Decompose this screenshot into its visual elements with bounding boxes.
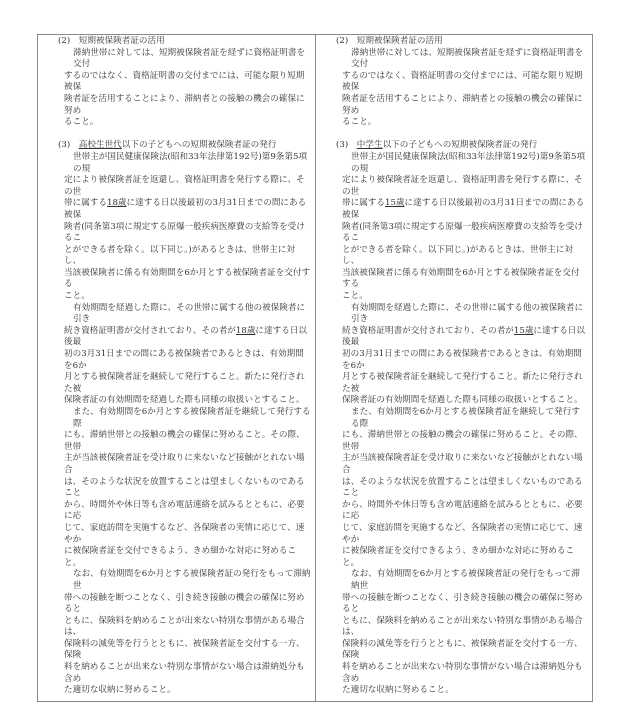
paragraph-line <box>58 639 311 662</box>
section-heading <box>336 36 588 48</box>
text-segment: 以下の子どもへの短期被保険者証の発行 <box>382 140 538 151</box>
paragraph-line <box>58 593 311 616</box>
text-segment: ること。 <box>64 117 99 128</box>
paragraph-line <box>336 268 588 291</box>
text-segment: 険者証を活用することにより、滞納者との接触の機会の確保に努め <box>342 93 583 116</box>
paragraph-line <box>58 616 311 639</box>
underlined-text: 15歳 <box>384 198 405 209</box>
text-segment: ともに、保険料を納めることが出来ない特別な事情がある場合は、 <box>342 615 583 638</box>
text-segment: なお、有効期間を6か月とする被保険者証の発行をもって滞納世 <box>73 569 311 591</box>
section-heading <box>58 36 311 48</box>
paragraph-line <box>336 48 588 71</box>
paragraph-line <box>58 94 311 117</box>
paragraph-line <box>336 71 588 94</box>
text-segment: また、有効期間を6か月とする被保険者証を継続して発行する際 <box>351 407 580 429</box>
text-segment: 有効期間を経過した際に、その世帯に属する他の被保険者に引き <box>73 302 306 325</box>
paragraph-line <box>58 430 311 453</box>
text-segment: 帯への接触を断つことなく、引き続き接触の機会の確保に努めると <box>64 592 305 615</box>
text-segment: こと。 <box>342 291 368 302</box>
text-segment: 険者(同条第3項に規定する原爆一般疾病医療費の支給等を受けるこ <box>342 221 583 244</box>
text-segment: (3) <box>336 140 357 151</box>
underlined-text: 中学生 <box>356 140 383 151</box>
text-segment: ともに、保険料を納めることが出来ない特別な事情がある場合は、 <box>64 615 305 638</box>
paragraph-line <box>58 523 311 546</box>
text-segment: 当該被保険者に係る有効期間を6か月とする被保険者証を交付する <box>64 267 311 290</box>
text-segment: 以下の子どもへの短期被保険者証の発行 <box>121 140 277 151</box>
text-segment: 主が当該被保険者証を受け取りに来ないなど接触がとれない場合 <box>64 453 305 475</box>
paragraph-line <box>58 453 311 476</box>
text-segment: 続き資格証明書が交付されており、その者が <box>342 325 514 336</box>
paragraph-line <box>336 291 588 303</box>
text-segment: 月とする被保険者証を継続して発行すること。新たに発行された被 <box>342 372 583 394</box>
comparison-table <box>37 34 593 702</box>
paragraph-line <box>58 175 311 198</box>
paragraph-line <box>336 117 588 129</box>
paragraph-line <box>58 372 311 395</box>
paragraph-line <box>336 303 588 326</box>
text-segment: 保険料の減免等を行うとともに、被保険者証を交付する一方、保険 <box>64 638 305 661</box>
underlined-text: 18歳 <box>235 325 256 336</box>
text-segment: また、有効期間を6か月とする被保険者証を継続して発行する際 <box>73 407 311 429</box>
text-segment: なお、有効期間を6か月とする被保険者証の発行をもって滞納世 <box>351 569 580 591</box>
blank-line <box>58 129 311 141</box>
paragraph-line <box>336 152 588 175</box>
paragraph-line <box>336 685 588 697</box>
text-segment: 初の3月31日までの間にある被保険者であるときは、有効期間を6か <box>64 349 304 371</box>
text-segment: 保険者証の有効期間を経過した際も同様の取扱いとすること。 <box>64 395 305 406</box>
paragraph-line <box>336 453 588 476</box>
paragraph-line <box>336 569 588 592</box>
text-segment: 滞納世帯に対しては、短期被保険者証を経ずに資格証明書を交付 <box>351 47 584 70</box>
paragraph-line <box>58 48 311 71</box>
paragraph-line <box>58 245 311 268</box>
text-segment: 世帯主が国民健康保険法(昭和33年法律第192号)第9条第5項の規 <box>73 151 308 174</box>
paragraph-line <box>58 349 311 372</box>
right-column <box>316 35 592 701</box>
paragraph-line <box>336 616 588 639</box>
paragraph-line <box>58 500 311 523</box>
text-segment: 保険者証の有効期間を経過した際も同様の取扱いとすること。 <box>342 395 583 406</box>
text-segment: 続き資格証明書が交付されており、その者が <box>64 325 236 336</box>
text-segment: に達する日以後最初の3月31日までの間にある被保 <box>342 198 585 220</box>
underlined-text: 高校生世代 <box>78 140 122 151</box>
text-segment: た適切な収納に努めること。 <box>342 685 454 696</box>
section-heading <box>336 140 588 152</box>
text-segment: (3) <box>58 140 79 151</box>
text-segment: ること。 <box>342 117 377 128</box>
paragraph-line <box>336 662 588 685</box>
text-segment: から、時間外や休日等も含め電話連絡を試みるとともに、必要に応 <box>342 499 583 522</box>
text-segment: 当該被保険者に係る有効期間を6か月とする被保険者証を交付する <box>342 267 580 290</box>
text-segment: じて、家庭訪問を実施するなど、各保険者の実情に応じて、速やか <box>342 522 583 545</box>
paragraph-line <box>336 372 588 395</box>
text-segment: に被保険者証を交付できるよう、きめ細かな対応に努めること。 <box>64 546 297 568</box>
blank-line <box>336 129 588 141</box>
underlined-text: 15歳 <box>513 325 534 336</box>
paragraph-line <box>58 198 311 221</box>
paragraph-line <box>336 477 588 500</box>
paragraph-line <box>336 639 588 662</box>
paragraph-line <box>58 303 311 326</box>
paragraph-line <box>58 662 311 685</box>
paragraph-line <box>58 71 311 94</box>
text-segment: は、そのような状況を放置することは望ましくないものであること <box>64 476 305 499</box>
text-segment: 保険料の減免等を行うとともに、被保険者証を交付する一方、保険 <box>342 638 583 661</box>
paragraph-line <box>336 500 588 523</box>
text-segment: 初の3月31日までの間にある被保険者であるときは、有効期間を6か <box>342 349 582 371</box>
paragraph-line <box>58 152 311 175</box>
paragraph-line <box>336 175 588 198</box>
text-segment: 料を納めることが出来ない特別な事情がない場合は滞納処分も含め <box>64 662 305 684</box>
text-segment: 帯に属する <box>64 198 107 209</box>
section-heading <box>58 140 311 152</box>
paragraph-line <box>336 430 588 453</box>
text-segment: 険者(同条第3項に規定する原爆一般疾病医療費の支給等を受けるこ <box>64 221 305 244</box>
text-segment: 定により被保険者証を返還し、資格証明書を発行する際に、その世 <box>342 175 583 197</box>
paragraph-line <box>58 407 311 430</box>
paragraph-line <box>336 593 588 616</box>
paragraph-line <box>336 349 588 372</box>
text-segment: じて、家庭訪問を実施するなど、各保険者の実情に応じて、速やか <box>64 522 305 545</box>
paragraph-line <box>336 222 588 245</box>
text-segment: から、時間外や休日等も含め電話連絡を試みるとともに、必要に応 <box>64 499 305 522</box>
paragraph-line <box>336 546 588 569</box>
text-segment: に達する日以後最初の3月31日までの間にある被保 <box>64 198 307 220</box>
text-segment: するのではなく、資格証明書の交付までには、可能な限り短期被保 <box>342 70 583 93</box>
paragraph-line <box>336 326 588 349</box>
text-segment: にも、滞納世帯との接触の機会の確保に努めること。その際、世帯 <box>342 430 583 452</box>
text-segment: 定により被保険者証を返還し、資格証明書を発行する際に、その世 <box>64 175 305 197</box>
paragraph-line <box>58 395 311 407</box>
text-segment: するのではなく、資格証明書の交付までには、可能な限り短期被保 <box>64 70 305 93</box>
paragraph-line <box>336 395 588 407</box>
text-segment: は、そのような状況を放置することは望ましくないものであること <box>342 476 583 499</box>
text-segment: (2) 短期被保険者証の活用 <box>336 36 443 46</box>
text-segment: に達する日以後最 <box>64 325 307 348</box>
text-segment: 世帯主が国民健康保険法(昭和33年法律第192号)第9条第5項の規 <box>351 151 586 174</box>
paragraph-line <box>336 94 588 117</box>
text-segment: にも、滞納世帯との接触の機会の確保に努めること。その際、世帯 <box>64 430 305 452</box>
text-segment: た適切な収納に努めること。 <box>64 685 176 696</box>
paragraph-line <box>58 685 311 697</box>
paragraph-line <box>58 546 311 569</box>
left-column <box>38 35 316 701</box>
paragraph-line <box>58 268 311 291</box>
text-segment: に達する日以後最 <box>342 325 585 348</box>
paragraph-line <box>336 245 588 268</box>
text-segment: 険者証を活用することにより、滞納者との接触の機会の確保に努め <box>64 93 305 116</box>
text-segment: に被保険者証を交付できるよう、きめ細かな対応に努めること。 <box>342 546 575 568</box>
text-segment: 主が当該被保険者証を受け取りに来ないなど接触がとれない場合 <box>342 453 583 475</box>
paragraph-line <box>58 291 311 303</box>
text-segment: 料を納めることが出来ない特別な事情がない場合は滞納処分も含め <box>342 662 583 684</box>
text-segment: 有効期間を経過した際に、その世帯に属する他の被保険者に引き <box>351 302 584 325</box>
text-segment: 月とする被保険者証を継続して発行すること。新たに発行された被 <box>64 372 305 394</box>
paragraph-line <box>58 569 311 592</box>
paragraph-line <box>58 222 311 245</box>
paragraph-line <box>336 523 588 546</box>
text-segment: 滞納世帯に対しては、短期被保険者証を経ずに資格証明書を交付 <box>73 47 306 70</box>
paragraph-line <box>336 198 588 221</box>
text-segment: 帯への接触を断つことなく、引き続き接触の機会の確保に努めると <box>342 592 583 615</box>
paragraph-line <box>58 326 311 349</box>
paragraph-line <box>58 477 311 500</box>
text-segment: とができる者を除く。以下同じ。)があるときは、世帯主に対し、 <box>64 244 295 267</box>
text-segment: とができる者を除く。以下同じ。)があるときは、世帯主に対し、 <box>342 244 573 267</box>
text-segment: こと。 <box>64 291 90 302</box>
underlined-text: 18歳 <box>106 198 127 209</box>
paragraph-line <box>336 407 588 430</box>
text-segment: (2) 短期被保険者証の活用 <box>58 36 165 46</box>
text-segment: 帯に属する <box>342 198 385 209</box>
paragraph-line <box>58 117 311 129</box>
